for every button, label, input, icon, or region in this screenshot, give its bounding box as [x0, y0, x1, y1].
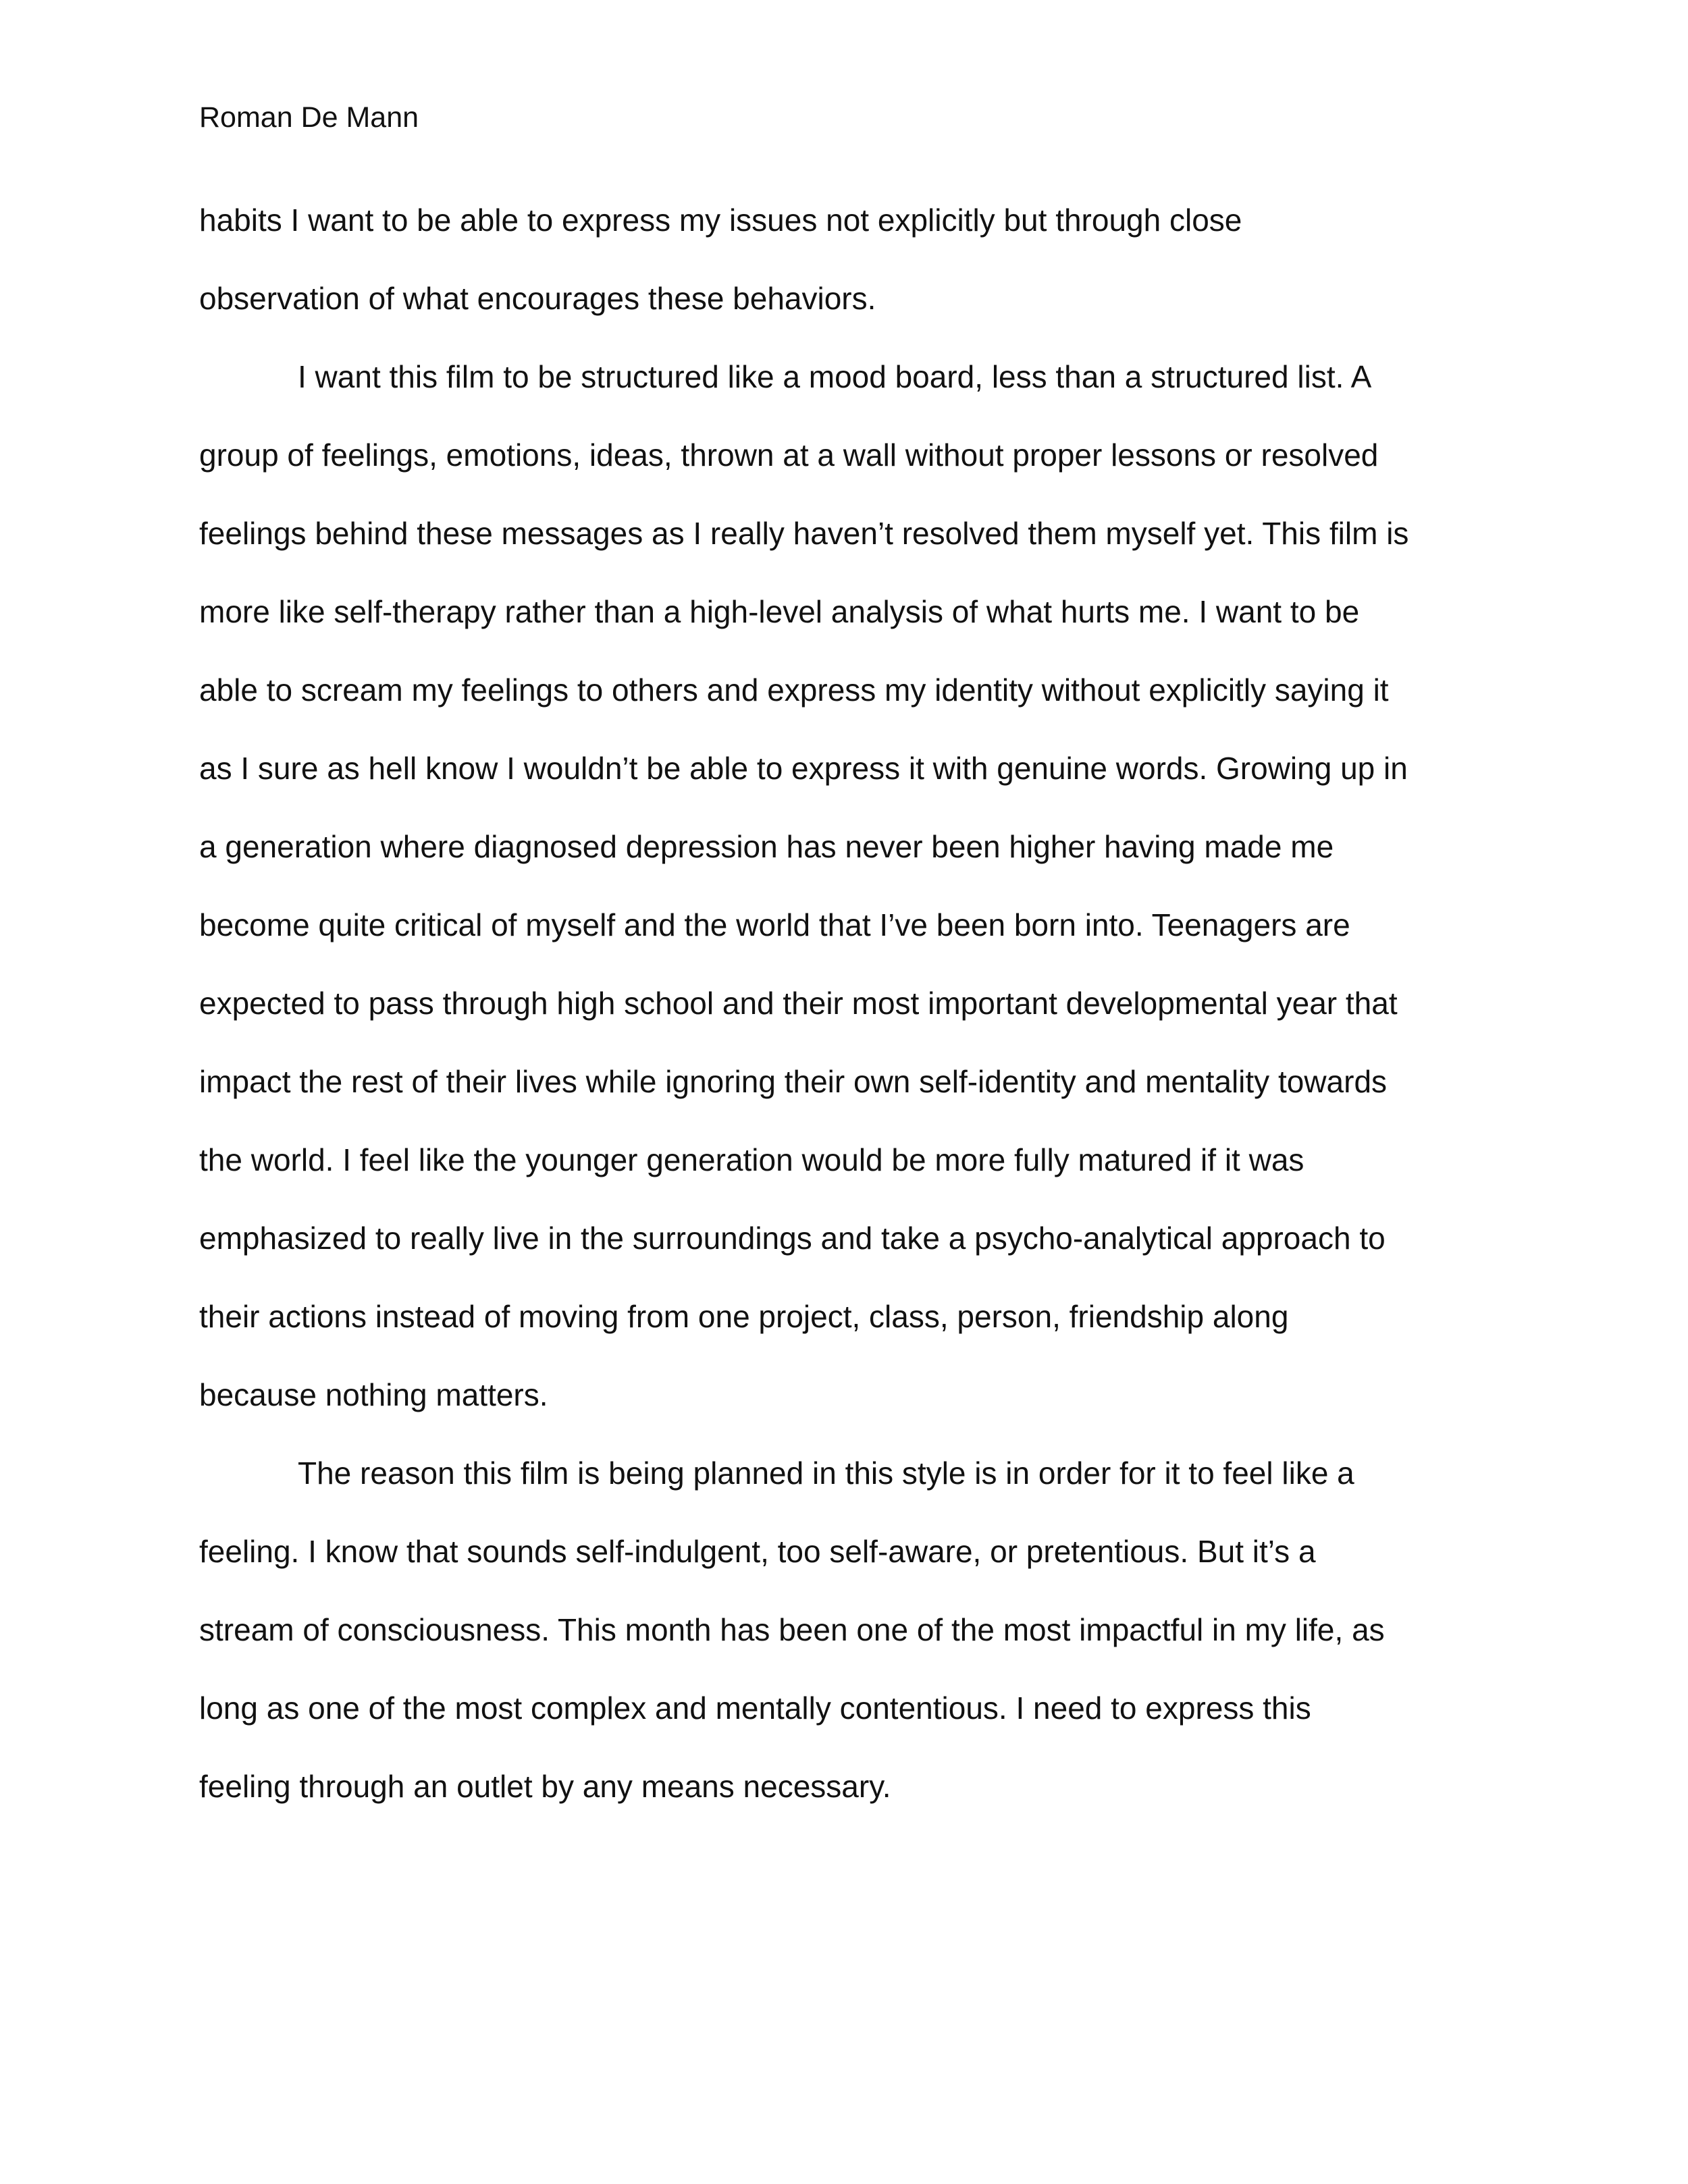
- text-line: impact the rest of their lives while ignoring their own self-identity and mentality towards: [199, 1064, 1388, 1099]
- text-line: feeling. I know that sounds self-indulgent, too self-aware, or pretentious. But it’s a: [199, 1534, 1316, 1569]
- text-line: the world. I feel like the younger generation would be more fully matured if it was: [199, 1142, 1304, 1177]
- paragraph-first-line: The reason this film is being planned in this style is in order for it to feel like a: [298, 1456, 1354, 1491]
- text-line: expected to pass through high school and their most important developmental year that: [199, 986, 1398, 1021]
- paragraph-first-line: I want this film to be structured like a mood board, less than a structured list. A: [298, 359, 1372, 394]
- text-line: observation of what encourages these behaviors.: [199, 281, 876, 316]
- text-line: group of feelings, emotions, ideas, thrown at a wall without proper lessons or resolved: [199, 437, 1379, 473]
- author-header: Roman De Mann: [199, 101, 419, 134]
- text-line: able to scream my feelings to others and express my identity without explicitly saying it: [199, 672, 1389, 708]
- text-line: feelings behind these messages as I really haven’t resolved them myself yet. This film is: [199, 516, 1409, 551]
- text-line: more like self-therapy rather than a high-level analysis of what hurts me. I want to be: [199, 594, 1360, 629]
- text-line: emphasized to really live in the surroundings and take a psycho-analytical approach to: [199, 1221, 1386, 1256]
- text-line: habits I want to be able to express my issues not explicitly but through close: [199, 203, 1242, 238]
- text-line: their actions instead of moving from one project, class, person, friendship along: [199, 1299, 1289, 1334]
- text-line: a generation where diagnosed depression has never been higher having made me: [199, 829, 1334, 864]
- text-line: stream of consciousness. This month has been one of the most impactful in my life, as: [199, 1612, 1385, 1647]
- text-line: become quite critical of myself and the world that I’ve been born into. Teenagers are: [199, 907, 1350, 942]
- text-line: because nothing matters.: [199, 1377, 548, 1412]
- text-line: as I sure as hell know I wouldn’t be able to express it with genuine words. Growing up in: [199, 751, 1408, 786]
- text-line: feeling through an outlet by any means necessary.: [199, 1769, 891, 1804]
- text-line: long as one of the most complex and mentally contentious. I need to express this: [199, 1690, 1311, 1726]
